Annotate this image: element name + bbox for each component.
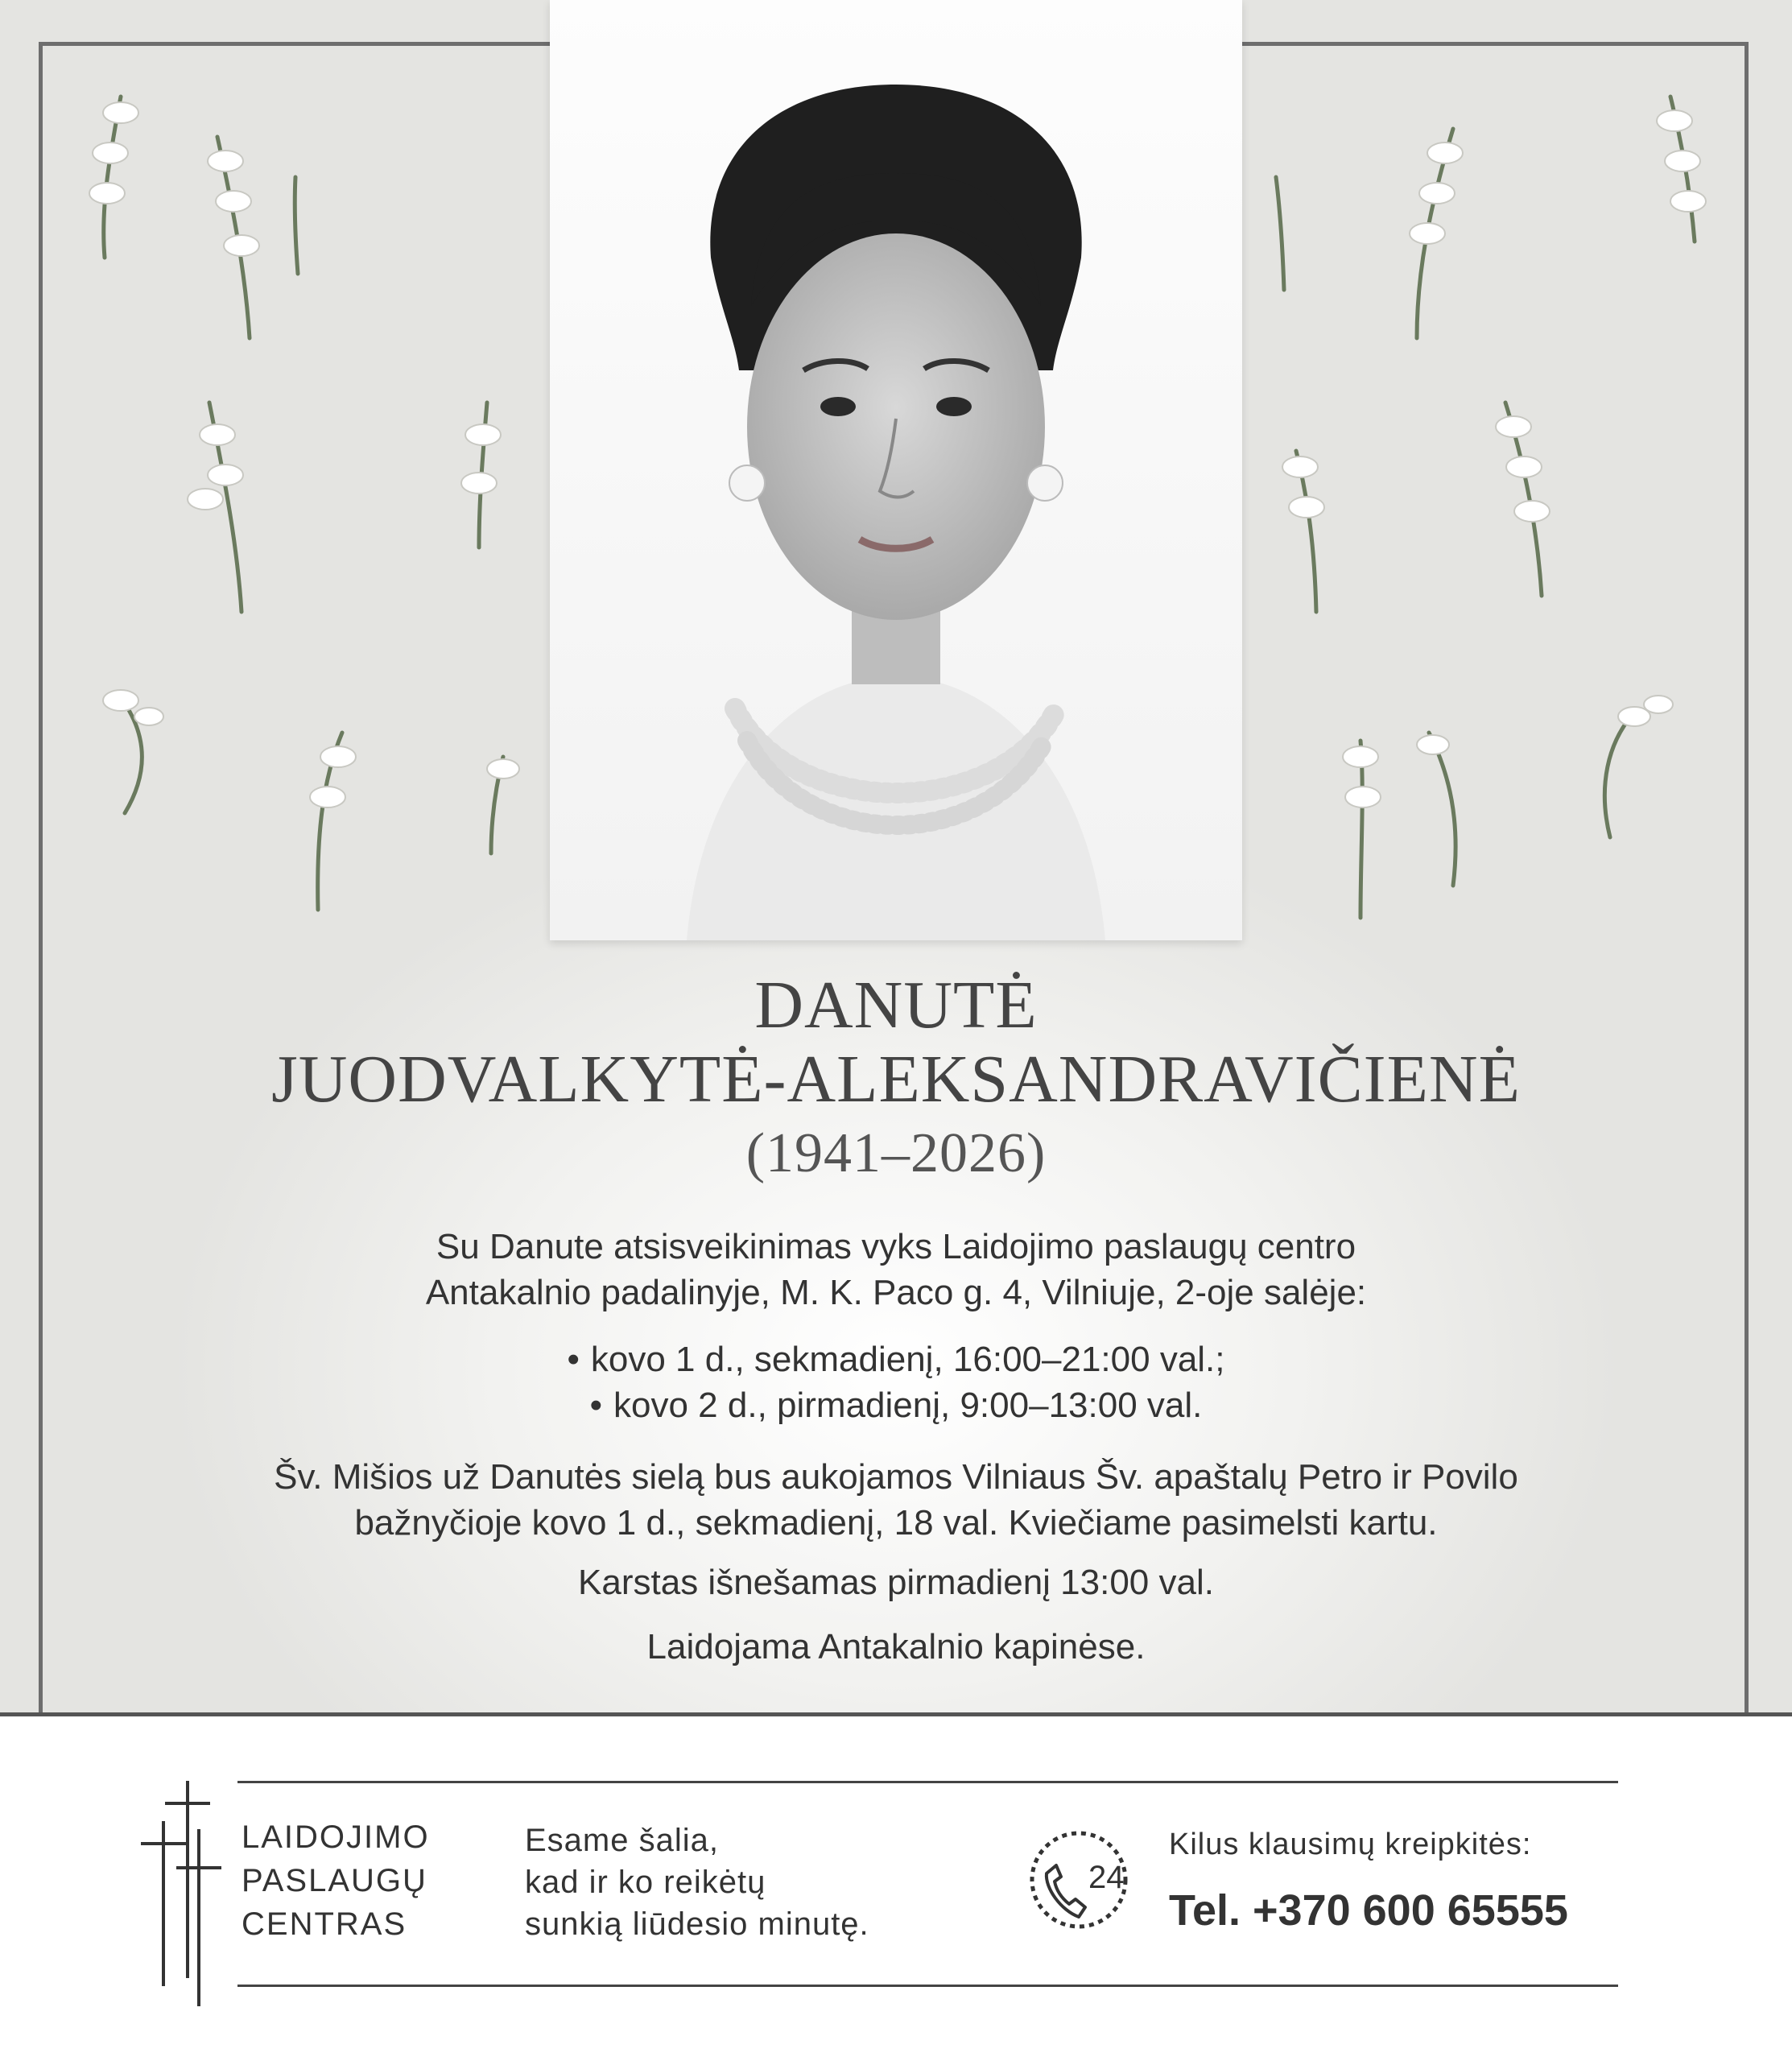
footer-rule-top — [237, 1781, 1618, 1783]
hours-badge: 24 — [1088, 1860, 1125, 1895]
triple-cross-icon — [141, 1781, 229, 2006]
contact-phone[interactable]: Tel. +370 600 65555 — [1169, 1886, 1568, 1935]
tagline-line: sunkią liūdesio minutę. — [525, 1906, 869, 1942]
coffin-info: Karstas išnešamas pirmadienį 13:00 val. — [578, 1563, 1214, 1602]
phone-24h-icon — [1022, 1824, 1135, 1936]
farewell-intro — [0, 1224, 1792, 1315]
tagline-line: kad ir ko reikėtų — [525, 1865, 766, 1900]
bullet-icon: • — [567, 1340, 580, 1379]
footer-tagline — [525, 1819, 869, 1945]
portrait-illustration — [550, 0, 1242, 940]
schedule-item — [0, 1382, 1792, 1428]
portrait-photo — [550, 0, 1242, 940]
schedule-item-text: kovo 2 d., pirmadienį, 9:00–13:00 val. — [613, 1386, 1203, 1425]
tagline-line: Esame šalia, — [525, 1823, 719, 1858]
brand-line: CENTRAS — [242, 1906, 407, 1942]
schedule-item — [0, 1336, 1792, 1382]
mass-info — [0, 1454, 1792, 1546]
bullet-icon: • — [589, 1386, 603, 1425]
farewell-intro-line: Antakalnio padalinyje, M. K. Paco g. 4, Vilniuje, 2-oje salėje: — [425, 1273, 1367, 1312]
brand-line: PASLAUGŲ — [242, 1863, 427, 1898]
white-flower-stem-icon — [1220, 48, 1751, 934]
mass-info-line: bažnyčioje kovo 1 d., sekmadienį, 18 val. Kviečiame pasimelsti kartu. — [354, 1503, 1438, 1543]
contact-label: Kilus klausimų kreipkitės: — [1169, 1828, 1532, 1861]
white-flower-stem-icon — [44, 48, 576, 934]
brand-line: LAIDOJIMO — [242, 1819, 430, 1855]
deceased-first-name: DANUTĖ — [754, 968, 1038, 1043]
farewell-schedule — [0, 1336, 1792, 1428]
brand-name — [242, 1815, 430, 1946]
footer-rule-bottom — [237, 1985, 1618, 1987]
mass-info-line: Šv. Mišios už Danutės sielą bus aukojamos Vilniaus Šv. apaštalų Petro ir Povilo — [274, 1457, 1518, 1497]
farewell-intro-line: Su Danute atsisveikinimas vyks Laidojimo paslaugų centro — [436, 1227, 1356, 1266]
schedule-item-text: kovo 1 d., sekmadienį, 16:00–21:00 val.; — [590, 1340, 1225, 1379]
life-years: (1941–2026) — [745, 1122, 1047, 1184]
burial-info: Laidojama Antakalnio kapinėse. — [646, 1627, 1146, 1667]
deceased-last-name: JUODVALKYTĖ-ALEKSANDRAVIČIENĖ — [271, 1042, 1521, 1117]
